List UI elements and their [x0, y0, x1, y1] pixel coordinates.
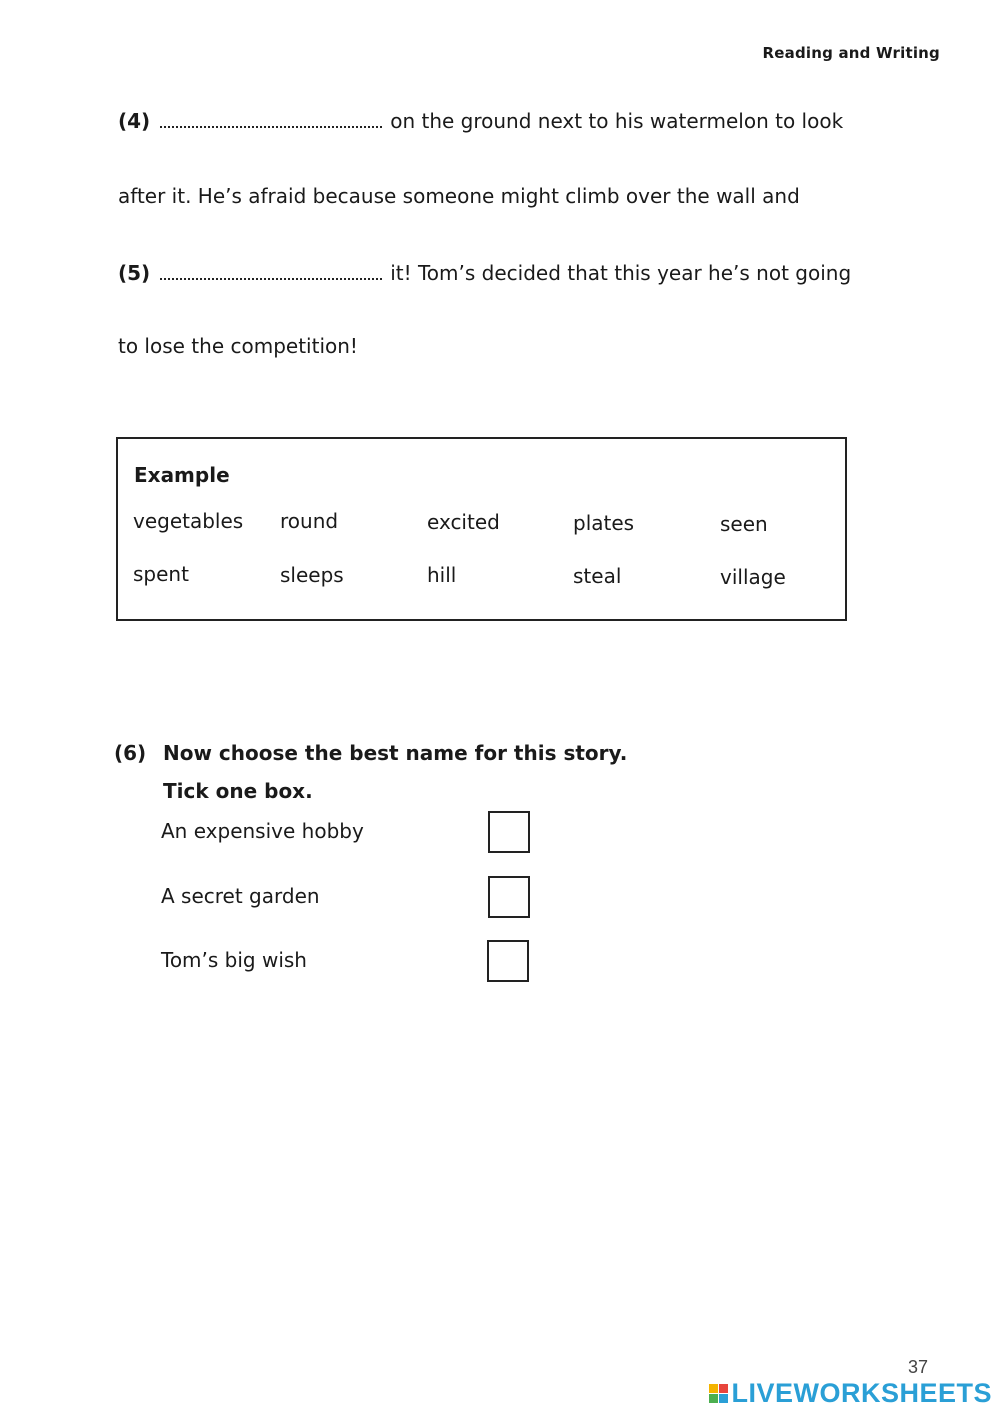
word-box: [116, 437, 847, 621]
option-label: An expensive hobby: [161, 819, 364, 843]
brand-watermark[interactable]: [709, 1378, 992, 1409]
story-text: on the ground next to his watermelon to look: [390, 109, 844, 133]
option-label: A secret garden: [161, 884, 320, 908]
example-label: Example: [134, 463, 230, 487]
word-option: steal: [573, 564, 622, 588]
section-header: Reading and Writing: [762, 44, 940, 62]
page-number: 37: [907, 1357, 928, 1377]
story-line-4: [118, 108, 843, 133]
story-line: after it. He’s afraid because someone might climb over the wall and: [118, 184, 800, 208]
word-option: vegetables: [133, 509, 244, 533]
word-option: excited: [427, 510, 500, 534]
question-instruction: Tick one box.: [163, 779, 313, 803]
answer-blank-5[interactable]: [160, 260, 382, 280]
tick-box-option-2[interactable]: [488, 876, 530, 918]
word-option: plates: [573, 511, 635, 535]
story-text: it! Tom’s decided that this year he’s not going: [390, 261, 852, 285]
word-option: spent: [133, 562, 189, 586]
option-label: Tom’s big wish: [161, 948, 307, 972]
story-line: to lose the competition!: [118, 334, 358, 358]
story-line-5: [118, 260, 851, 285]
answer-blank-4[interactable]: [160, 108, 382, 128]
question-number: (6): [114, 741, 147, 765]
word-option: round: [280, 509, 339, 533]
question-title: Now choose the best name for this story.: [163, 741, 628, 765]
question-number: (4): [118, 109, 151, 133]
tick-box-option-3[interactable]: [487, 940, 529, 982]
word-option: seen: [720, 512, 768, 536]
question-number: (5): [118, 261, 151, 285]
liveworksheets-logo-icon: [709, 1384, 728, 1403]
tick-box-option-1[interactable]: [488, 811, 530, 853]
brand-name: LIVEWORKSHEETS: [731, 1378, 992, 1408]
word-option: village: [720, 565, 786, 589]
word-option: hill: [427, 563, 457, 587]
word-option: sleeps: [280, 563, 344, 587]
